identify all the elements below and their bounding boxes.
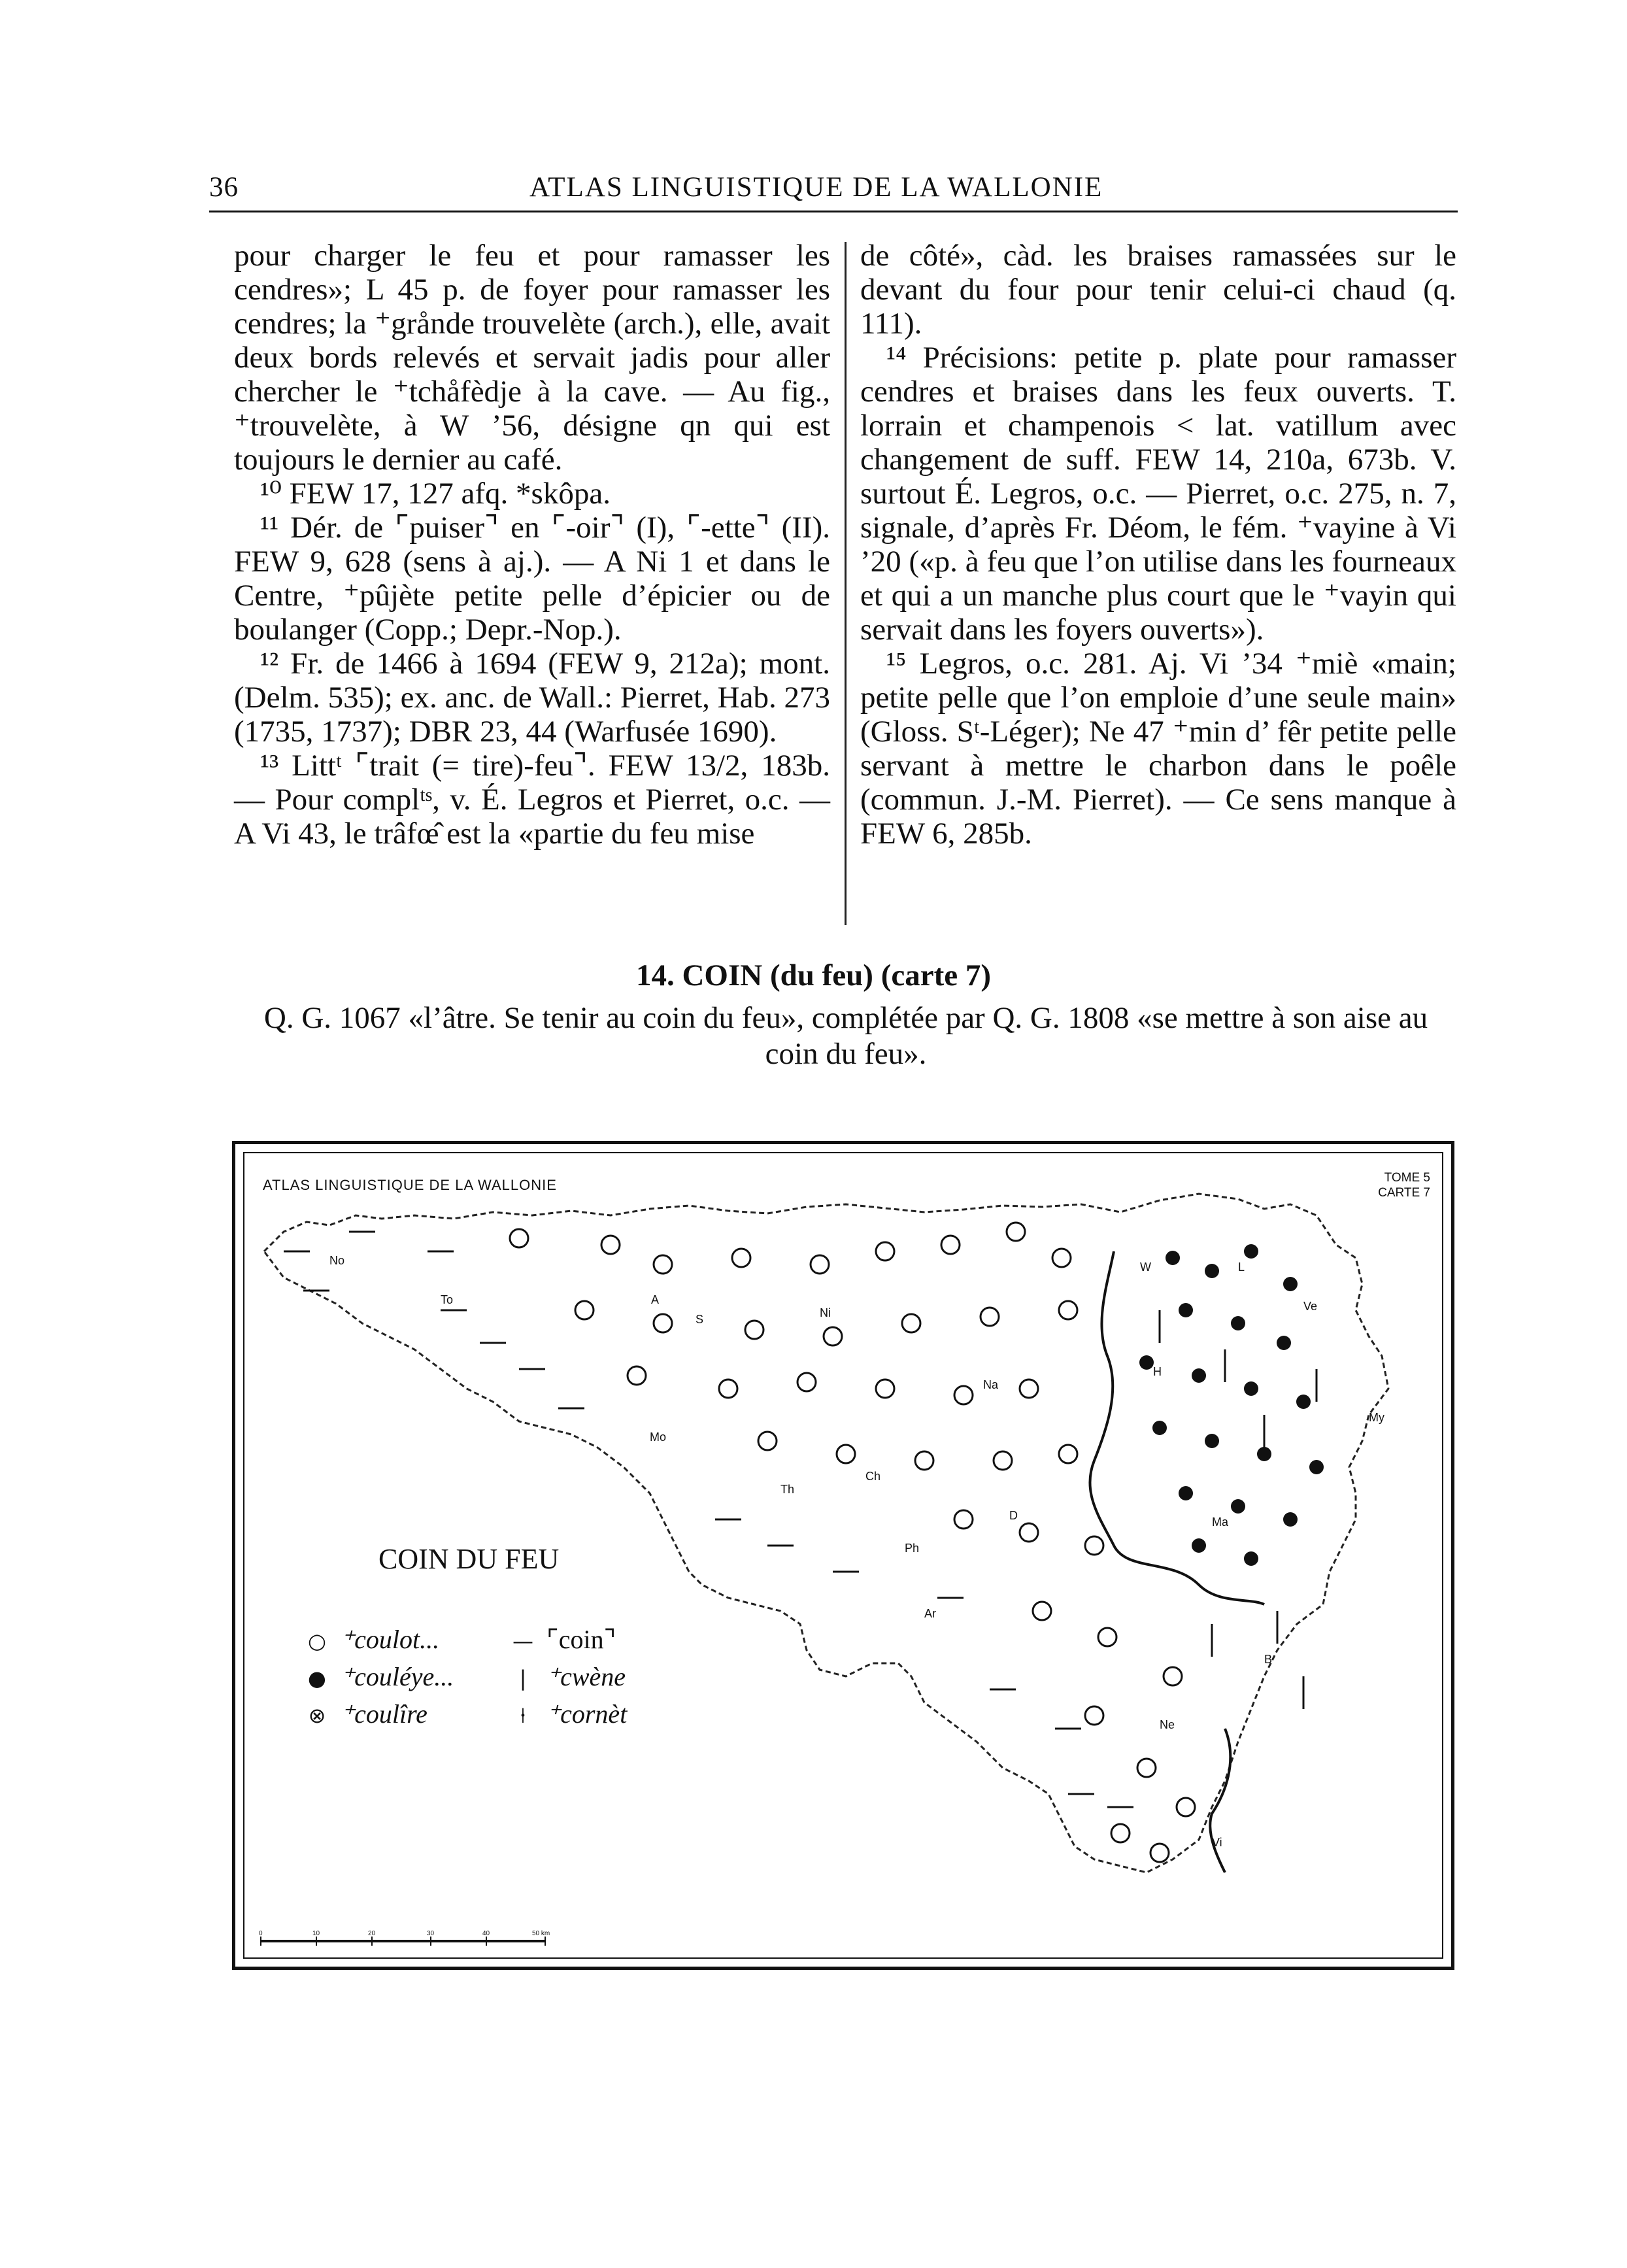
crossed-circle-icon: ⊗ <box>308 1703 326 1728</box>
label-l: L <box>1238 1261 1245 1274</box>
label-ph: Ph <box>905 1542 920 1555</box>
crossed-bar-icon: ⍿ <box>520 1703 526 1728</box>
label-ni: Ni <box>820 1306 831 1319</box>
wallonia-outline <box>264 1194 1388 1872</box>
map-inner-frame <box>243 1152 1443 1959</box>
right-column <box>860 239 1456 851</box>
footnote-13: ¹³ Littᵗ ⌜trait (= tire)-feu⌝. FEW 13/2, 183b. — Pour complᵗˢ, v. É. Legros et Pierret, o.c. — A Vi 43, le trâfœ̂ est la «partie du feu mise <box>234 749 830 851</box>
left-column <box>234 239 830 851</box>
svg-text:0: 0 <box>259 1930 263 1937</box>
tome-text: TOME 5 <box>1384 1171 1430 1185</box>
label-th: Th <box>780 1483 795 1496</box>
svg-text:10: 10 <box>312 1930 320 1937</box>
label-ve: Ve <box>1303 1300 1318 1313</box>
legend-item-coulot: ○ ⁺coulot... <box>300 1624 439 1655</box>
meuse-river <box>1090 1251 1264 1604</box>
footnote-12: ¹² Fr. de 1466 à 1694 (FEW 9, 212a); mont. (Delm. 535); ex. anc. de Wall.: Pierret, Hab. 273 (1735, 1737); DBR 23, 44 (Warfusée 1690). <box>234 647 830 749</box>
filled-circle-icon: ● <box>308 1666 326 1691</box>
label-s: S <box>696 1313 704 1326</box>
label-ma: Ma <box>1212 1515 1229 1529</box>
svg-text:30: 30 <box>427 1930 435 1937</box>
section-text: Q. G. 1067 «l’âtre. Se tenir au coin du feu», complétée par Q. G. 1808 «se mettre à son aise au coin du feu». <box>263 1001 1428 1071</box>
page-number: 36 <box>209 172 239 203</box>
left-paragraph-1: pour charger le feu et pour ramasser les cendres»; L 45 p. de foyer pour ramasser les cendres; la ⁺grånde trouvelète (arch.), elle, avait deux bords relevés et servait jadis pour aller chercher le ⁺tchåfèdje à la cave. — Au fig., ⁺trouvelète, à W ’56, désigne qn qui est toujours le dernier au café. <box>234 239 830 477</box>
label-no: No <box>329 1254 345 1267</box>
label-my: My <box>1369 1411 1384 1424</box>
label-ne: Ne <box>1160 1718 1175 1731</box>
label-ch: Ch <box>865 1470 881 1483</box>
column-divider <box>845 242 847 925</box>
map-atlas-title: ATLAS LINGUISTIQUE DE LA WALLONIE <box>263 1177 557 1193</box>
scale-bar <box>261 1937 545 1946</box>
footnote-10: ¹⁰ FEW 17, 127 afq. *skôpa. <box>260 477 611 511</box>
label-ar: Ar <box>924 1607 936 1620</box>
legend-item-coin: — ⌜coin⌝ <box>506 1624 616 1655</box>
scale-labels <box>259 1930 550 1937</box>
footnote-11: ¹¹ Dér. de ⌜puiser⌝ en ⌜-oir⌝ (I), ⌜-ette⌝ (II). FEW 9, 628 (sens à aj.). — A Ni 1 et dans le Centre, ⁺pûjète petite pelle d’épicier ou de boulanger (Copp.; Depr.-Nop.). <box>234 511 830 647</box>
legend-item-cwene: | ⁺cwène <box>506 1661 626 1692</box>
footnote-15: ¹⁵ Legros, o.c. 281. Aj. Vi ’34 ⁺miè «main; petite pelle que l’on emploie d’une seule main» (Gloss. Sᵗ-Léger); Ne 47 ⁺min d’ fêr petite pelle servant à mettre le charbon dans le poêle (commun. J.-M. Pierret). — Ce sens manque à FEW 6, 285b. <box>860 647 1456 851</box>
running-title: ATLAS LINGUISTIQUE DE LA WALLONIE <box>529 172 1103 203</box>
right-paragraph-1: de côté», càd. les braises ramassées sur le devant du four pour tenir celui-ci chaud (q. 111). <box>860 239 1456 341</box>
label-vi: Vi <box>1212 1836 1222 1849</box>
legend-item-cornet: ⍿ ⁺cornèt <box>506 1699 627 1729</box>
label-a: A <box>651 1293 660 1306</box>
label-mo: Mo <box>650 1430 667 1444</box>
legend-item-couleye: ● ⁺couléye... <box>300 1661 454 1692</box>
dash-icon: — <box>512 1629 533 1653</box>
label-h: H <box>1153 1365 1162 1378</box>
label-d: D <box>1009 1509 1018 1522</box>
map-points-filled <box>1139 1244 1324 1566</box>
label-b: B <box>1264 1653 1273 1666</box>
carte-text: CARTE 7 <box>1378 1186 1430 1200</box>
vertical-bar-icon: | <box>519 1666 527 1691</box>
map-tome-label <box>1378 1170 1430 1200</box>
label-w: W <box>1140 1261 1151 1274</box>
section-title: 14. COIN (du feu) (carte 7) <box>635 958 991 992</box>
footnote-14: ¹⁴ Précisions: petite p. plate pour ramasser cendres et braises dans les feux ouverts. T. lorrain et champenois < lat. vatillum avec changement de suff. FEW 14, 210a, 673b. V. surtout É. Legros, o.c. — Pierret, o.c. 275, n. 7, signale, d’après Fr. Déom, le fém. ⁺vayine à Vi ’20 («p. à feu que l’on utilise dans les fourneaux et qui a un manche plus court que le ⁺vayin qui servait dans les foyers ouverts»). <box>860 341 1456 647</box>
label-to: To <box>441 1293 454 1306</box>
label-na: Na <box>983 1378 999 1391</box>
page-header <box>209 171 1458 211</box>
map-figure <box>232 1141 1454 1970</box>
svg-text:20: 20 <box>368 1930 376 1937</box>
eastern-border <box>1210 1729 1230 1872</box>
map-points <box>510 1223 1195 1862</box>
open-circle-icon: ○ <box>308 1629 326 1653</box>
legend-item-couliire: ⊗ ⁺coulîre <box>300 1699 428 1729</box>
header-rule <box>209 211 1458 212</box>
svg-text:50 km: 50 km <box>532 1930 550 1937</box>
svg-text:40: 40 <box>482 1930 490 1937</box>
legend-title: COIN DU FEU <box>378 1543 560 1575</box>
